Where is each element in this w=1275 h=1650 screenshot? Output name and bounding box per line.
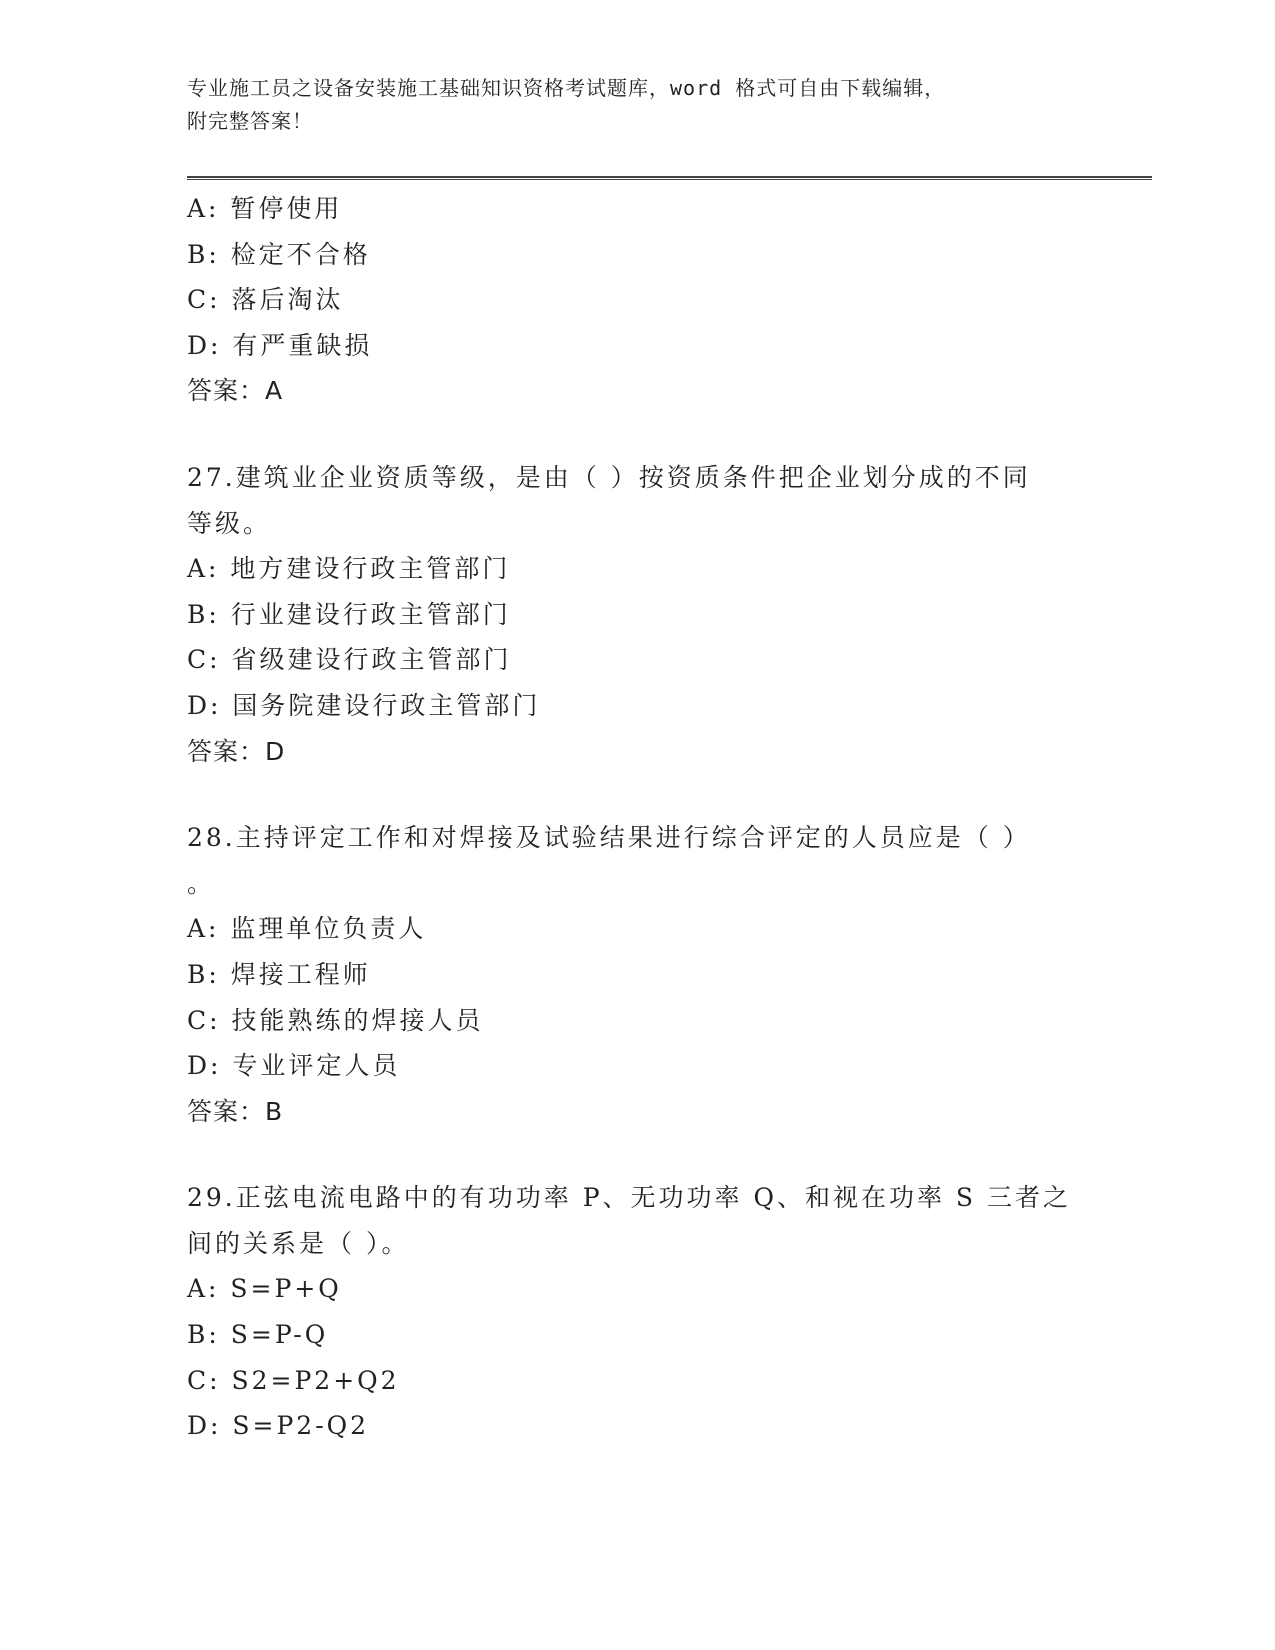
option-a: A: S=P+Q bbox=[187, 1274, 342, 1304]
question-stem-line-2: 间的关系是（ ）。 bbox=[187, 1228, 410, 1258]
answer: 答案：D bbox=[187, 736, 286, 766]
answer: 答案：A bbox=[187, 376, 284, 406]
question-28 bbox=[187, 815, 1067, 1134]
option-b: B: S=P-Q bbox=[187, 1320, 329, 1350]
option-c: C: 省级建设行政主管部门 bbox=[187, 645, 512, 675]
question-stem-line-1: 29.正弦电流电路中的有功功率 P、无功功率 Q、和视在功率 S 三者之 bbox=[187, 1183, 1071, 1213]
option-d: D: 国务院建设行政主管部门 bbox=[187, 690, 541, 720]
question-stem-line-1: 28.主持评定工作和对焊接及试验结果进行综合评定的人员应是（ ） bbox=[187, 823, 1031, 853]
option-b: B: 行业建设行政主管部门 bbox=[187, 599, 511, 629]
spacer bbox=[187, 1134, 1152, 1175]
option-a: A: 暂停使用 bbox=[187, 194, 343, 223]
option-b: B: 焊接工程师 bbox=[187, 959, 371, 989]
header-line-2: 附完整答案！ bbox=[187, 109, 313, 133]
header-divider bbox=[187, 176, 1152, 180]
option-d: D: 有严重缺损 bbox=[187, 330, 373, 360]
spacer bbox=[187, 414, 1152, 455]
spacer bbox=[187, 774, 1152, 815]
option-d: D: S=P2-Q2 bbox=[187, 1411, 370, 1441]
option-c: C: S2=P2+Q2 bbox=[187, 1365, 400, 1395]
option-c: C: 落后淘汰 bbox=[187, 285, 344, 315]
question-stem-line-2: 等级。 bbox=[187, 508, 272, 538]
question-stem-line-2: 。 bbox=[187, 868, 216, 898]
question-29 bbox=[187, 1175, 1071, 1449]
header-line-1: 专业施工员之设备安装施工基础知识资格考试题库，word 格式可自由下载编辑， bbox=[187, 76, 946, 100]
answer: 答案：B bbox=[187, 1096, 284, 1126]
document-header bbox=[187, 72, 1067, 138]
question-26-continued bbox=[187, 186, 1067, 414]
question-stem-line-1: 27.建筑业企业资质等级，是由（ ）按资质条件把企业划分成的不同 bbox=[187, 462, 1031, 492]
question-list bbox=[187, 186, 1152, 1449]
option-b: B: 检定不合格 bbox=[187, 239, 371, 269]
option-c: C: 技能熟练的焊接人员 bbox=[187, 1005, 484, 1035]
option-a: A: 监理单位负责人 bbox=[187, 914, 427, 944]
option-d: D: 专业评定人员 bbox=[187, 1051, 401, 1081]
option-a: A: 地方建设行政主管部门 bbox=[187, 554, 511, 584]
question-27 bbox=[187, 455, 1067, 774]
